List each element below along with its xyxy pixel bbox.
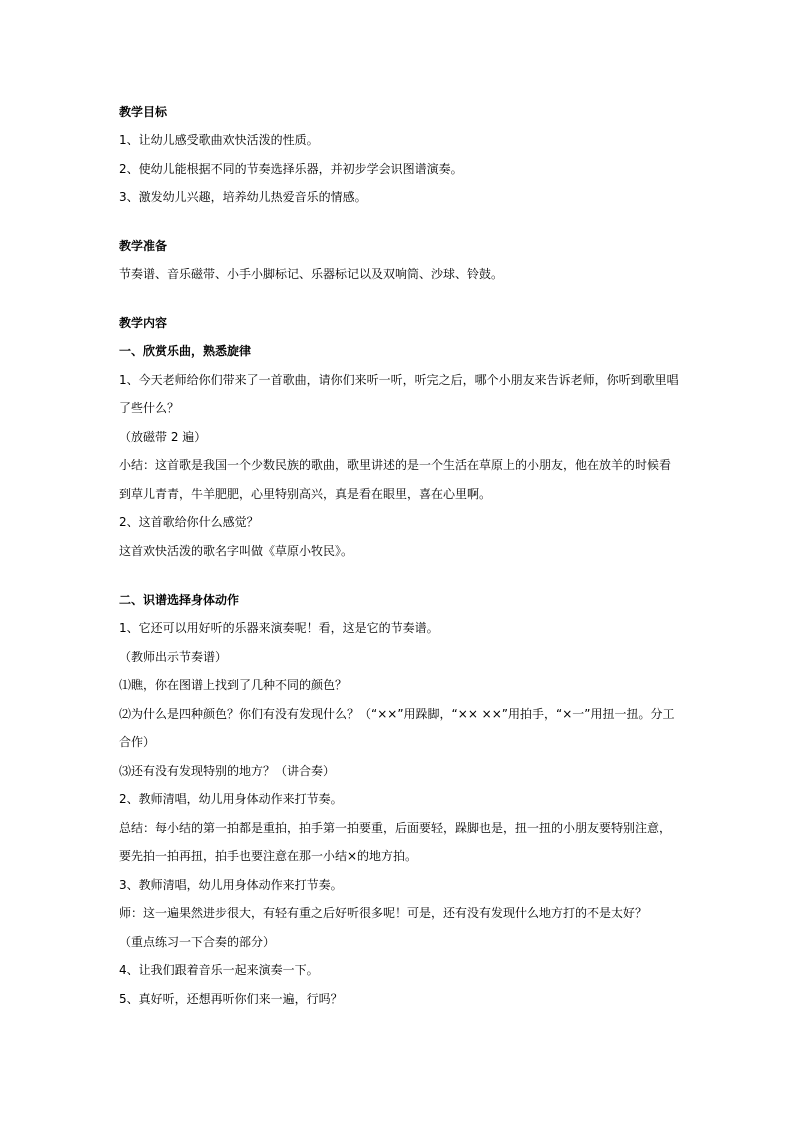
goal-item-2: 2、使幼儿能根据不同的节奏选择乐器，并初步学会识图谱演奏。	[119, 162, 463, 176]
part2-line: 总结：每小结的第一拍都是重拍，拍手第一拍要重，后面要轻，跺脚也是，扭一扭的小朋友要特别注意，	[119, 821, 672, 835]
prep-text: 节奏谱、音乐磁带、小手小脚标记、乐器标记以及双响筒、沙球、铃鼓。	[119, 267, 504, 281]
part2-line: ⑴瞧，你在图谱上找到了几种不同的颜色？	[119, 678, 348, 692]
part2-line: 3、教师清唱，幼儿用身体动作来打节奏。	[119, 878, 343, 892]
part2-line: （教师出示节奏谱）	[119, 650, 228, 664]
goal-item-3: 3、激发幼儿兴趣，培养幼儿热爱音乐的情感。	[119, 190, 367, 204]
part1-line: 这首欢快活泼的歌名字叫做《草原小牧民》。	[119, 544, 354, 558]
part2-line: 1、它还可以用好听的乐器来演奏呢！看，这是它的节奏谱。	[119, 621, 439, 635]
part2-line: 师：这一遍果然进步很大，有轻有重之后好听很多呢！可是，还有没有发现什么地方打的不是太好？	[119, 906, 648, 920]
heading-teaching-goals: 教学目标	[119, 105, 168, 119]
part2-line: 2、教师清唱，幼儿用身体动作来打节奏。	[119, 792, 343, 806]
heading-teaching-content: 教学内容	[119, 316, 168, 330]
part1-line: 2、这首歌给你什么感觉？	[119, 515, 259, 529]
goal-item-1: 1、让幼儿感受歌曲欢快活泼的性质。	[119, 133, 319, 147]
part1-line: 到草儿青青，牛羊肥肥，心里特别高兴，真是看在眼里，喜在心里啊。	[119, 487, 492, 501]
part1-line: 小结：这首歌是我国一个少数民族的歌曲，歌里讲述的是一个生活在草原上的小朋友，他在放羊的时候看	[119, 458, 672, 472]
part2-title: 二、识谱选择身体动作	[119, 593, 240, 607]
part2-line: 合作）	[119, 735, 156, 749]
part2-line: 4、让我们跟着音乐一起来演奏一下。	[119, 963, 319, 977]
part2-line: 5、真好听，还想再听你们来一遍，行吗？	[119, 992, 343, 1006]
part2-line: ⑶还有没有发现特别的地方？（讲合奏）	[119, 764, 336, 778]
part2-line: ⑵为什么是四种颜色？你们有没有发现什么？（“××”用跺脚，“×× ××”用拍手，“×一”用扭一扭。分工	[119, 707, 675, 721]
part2-line: （重点练习一下合奏的部分）	[119, 935, 276, 949]
heading-teaching-prep: 教学准备	[119, 239, 168, 253]
part1-line: 1、今天老师给你们带来了一首歌曲，请你们来听一听，听完之后，哪个小朋友来告诉老师，你听到歌里唱	[119, 373, 679, 387]
part1-line: 了些什么？	[119, 401, 180, 415]
part1-line: （放磁带 2 遍）	[119, 430, 207, 444]
part1-title: 一、欣赏乐曲，熟悉旋律	[119, 344, 252, 358]
part2-line: 要先拍一拍再扭，拍手也要注意在那一小结×的地方拍。	[119, 849, 418, 863]
